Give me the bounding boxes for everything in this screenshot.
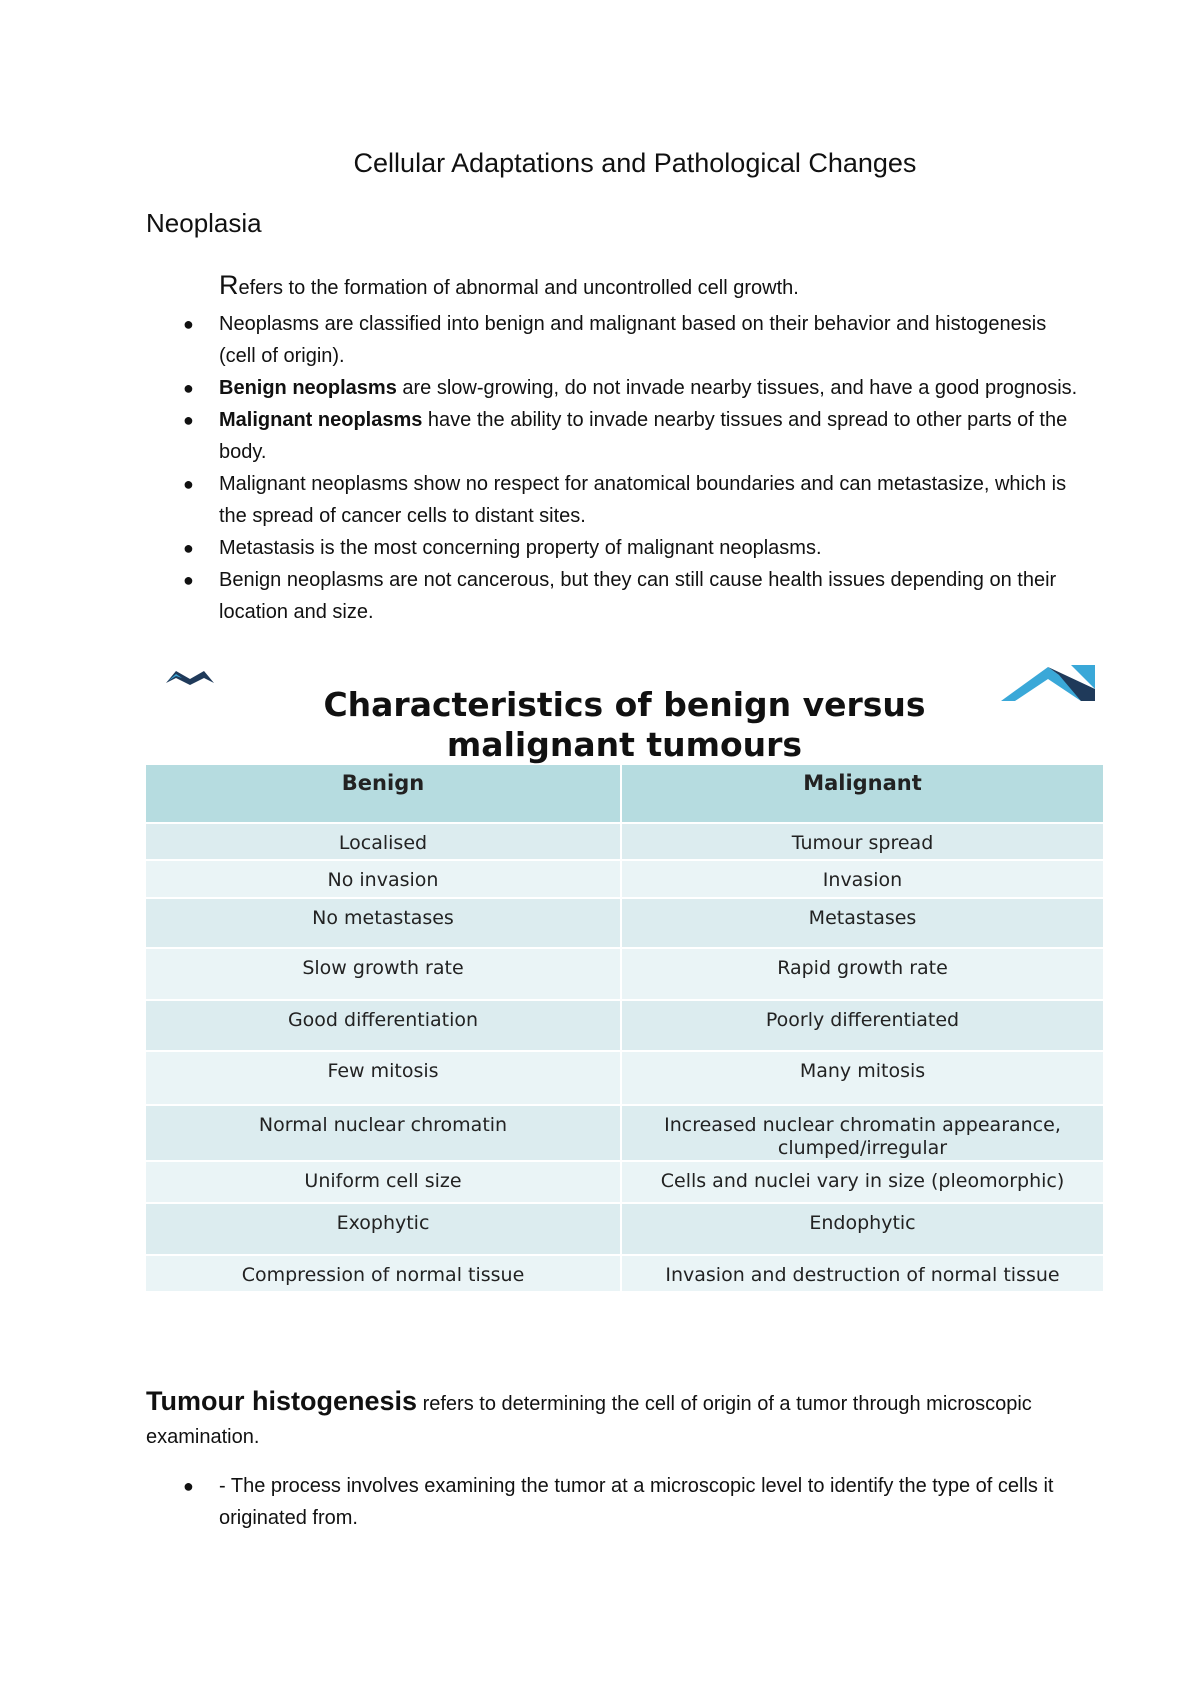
cell-malignant: Rapid growth rate bbox=[621, 948, 1103, 1000]
intro-text: efers to the formation of abnormal and uncontrolled cell growth. bbox=[238, 277, 799, 299]
table-row bbox=[146, 1161, 1103, 1203]
cell-malignant: Invasion bbox=[621, 860, 1103, 898]
bullet-item bbox=[183, 468, 1079, 532]
benign-vs-malignant-table bbox=[146, 765, 1103, 1291]
histogenesis-term: Tumour histogenesis bbox=[146, 1386, 418, 1416]
cell-benign: No invasion bbox=[146, 860, 621, 898]
table-row bbox=[146, 948, 1103, 1000]
cell-benign: Slow growth rate bbox=[146, 948, 621, 1000]
bullet-icon: ● bbox=[183, 314, 194, 334]
cell-benign: Exophytic bbox=[146, 1203, 621, 1255]
bullet-bold-term: Benign neoplasms bbox=[219, 377, 397, 399]
bullet-text: Malignant neoplasms show no respect for anatomical boundaries and can metastasize, which is the spread of cancer cells to distant sites. bbox=[219, 473, 1067, 527]
cell-malignant: Many mitosis bbox=[621, 1051, 1103, 1105]
bullet-text: are slow-growing, do not invade nearby tissues, and have a good prognosis. bbox=[396, 377, 1078, 399]
histogenesis-definition: refers to determining the cell of origin of a tumor through microscopic examination. bbox=[146, 1393, 1032, 1448]
bullet-item bbox=[183, 308, 1079, 372]
table-row bbox=[146, 1000, 1103, 1051]
cell-benign: Normal nuclear chromatin bbox=[146, 1105, 621, 1161]
intro-drop-cap: R bbox=[219, 270, 239, 300]
cell-benign: Compression of normal tissue bbox=[146, 1255, 621, 1291]
bullet-icon: ● bbox=[183, 410, 194, 430]
bullet-icon: ● bbox=[183, 570, 194, 590]
slide-title-line-1: Characteristics of benign versus bbox=[323, 685, 926, 724]
cell-malignant: Increased nuclear chromatin appearance, clumped/irregular bbox=[621, 1105, 1103, 1161]
table-header-row bbox=[146, 765, 1103, 823]
bullet-text: Neoplasms are classified into benign and malignant based on their behavior and histogenesis (cell of origin). bbox=[219, 313, 1047, 367]
comparison-slide-image bbox=[146, 665, 1103, 1285]
cell-benign: Good differentiation bbox=[146, 1000, 621, 1051]
bullet-bold-term: Malignant neoplasms bbox=[219, 409, 423, 431]
cell-malignant: Poorly differentiated bbox=[621, 1000, 1103, 1051]
document-title: Cellular Adaptations and Pathological Changes bbox=[353, 148, 917, 178]
table-row bbox=[146, 1105, 1103, 1161]
bullet-icon: ● bbox=[183, 538, 194, 558]
column-header-malignant: Malignant bbox=[621, 765, 1103, 823]
bullet-icon: ● bbox=[183, 378, 194, 398]
table-row bbox=[146, 1255, 1103, 1291]
bullet-icon: ● bbox=[183, 474, 194, 494]
cell-benign: Localised bbox=[146, 823, 621, 860]
cell-malignant: Invasion and destruction of normal tissue bbox=[621, 1255, 1103, 1291]
column-header-benign: Benign bbox=[146, 765, 621, 823]
table-row bbox=[146, 823, 1103, 860]
cell-malignant: Metastases bbox=[621, 898, 1103, 948]
intro-paragraph bbox=[219, 270, 799, 301]
slide-title bbox=[146, 685, 1103, 765]
table-row bbox=[146, 1203, 1103, 1255]
table-row bbox=[146, 860, 1103, 898]
neoplasia-bullet-list bbox=[183, 308, 1079, 628]
histogenesis-bullet-list bbox=[183, 1470, 1079, 1534]
cell-benign: Uniform cell size bbox=[146, 1161, 621, 1203]
cell-benign: No metastases bbox=[146, 898, 621, 948]
bullet-item bbox=[183, 532, 1079, 564]
bullet-item bbox=[183, 372, 1079, 404]
histogenesis-paragraph bbox=[146, 1385, 1046, 1454]
slide-title-line-2: malignant tumours bbox=[446, 725, 803, 764]
cell-malignant: Endophytic bbox=[621, 1203, 1103, 1255]
bullet-item bbox=[183, 1470, 1079, 1534]
bullet-text: - The process involves examining the tumor at a microscopic level to identify the type of cells it originated from. bbox=[219, 1475, 1054, 1529]
cell-malignant: Tumour spread bbox=[621, 823, 1103, 860]
bullet-text: have the ability to invade nearby tissues and spread to other parts of the body. bbox=[219, 409, 1068, 463]
cell-malignant: Cells and nuclei vary in size (pleomorphic) bbox=[621, 1161, 1103, 1203]
bullet-item bbox=[183, 564, 1079, 628]
section-heading-neoplasia: Neoplasia bbox=[146, 208, 262, 238]
bullet-icon: ● bbox=[183, 1476, 194, 1496]
bullet-text: Metastasis is the most concerning property of malignant neoplasms. bbox=[219, 537, 822, 559]
table-row bbox=[146, 1051, 1103, 1105]
cell-benign: Few mitosis bbox=[146, 1051, 621, 1105]
bullet-text: Benign neoplasms are not cancerous, but they can still cause health issues depending on their location and size. bbox=[219, 569, 1057, 623]
bullet-item bbox=[183, 404, 1079, 468]
table-row bbox=[146, 898, 1103, 948]
